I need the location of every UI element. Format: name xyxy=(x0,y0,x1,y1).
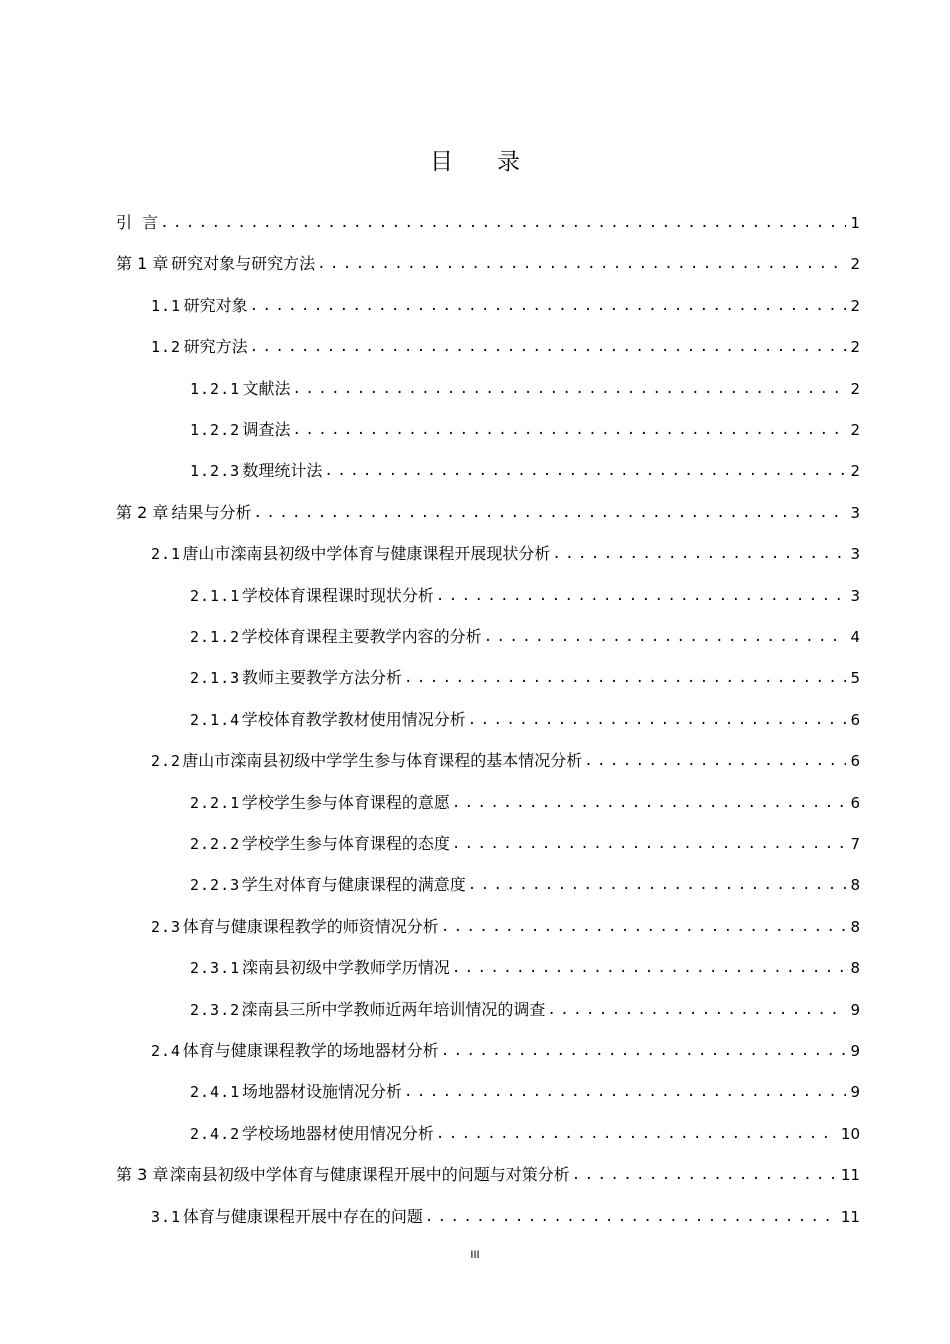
toc-entry-page-number: 6 xyxy=(850,710,860,729)
toc-entry[interactable] xyxy=(190,621,860,647)
dot-leader xyxy=(584,751,846,771)
toc-entry[interactable] xyxy=(151,538,860,564)
toc-entry-number: 2.2.1 xyxy=(190,793,241,812)
page-number-footer: III xyxy=(470,1249,480,1261)
toc-entry-page-number: 3 xyxy=(850,586,860,605)
toc-entry-page-number: 8 xyxy=(850,959,860,978)
toc-entry-number: 2.3 xyxy=(151,917,182,936)
toc-entry-number: 2.3.1 xyxy=(190,959,241,978)
toc-entry-page-number: 7 xyxy=(850,835,860,853)
toc-entry-number: 1.2.1 xyxy=(190,379,241,398)
toc-entry[interactable] xyxy=(190,662,860,688)
toc-entry-number: 2.1.1 xyxy=(190,586,241,605)
dot-leader xyxy=(436,1124,837,1144)
toc-entry[interactable] xyxy=(190,994,860,1020)
toc-entry-title: 场地器材设施情况分析 xyxy=(242,1082,403,1102)
toc-entry-number: 2.1 xyxy=(151,545,182,564)
toc-entry-title: 体育与健康课程教学的师资情况分析 xyxy=(182,916,439,936)
dot-leader xyxy=(250,337,847,357)
toc-entry[interactable] xyxy=(190,1118,860,1144)
dot-leader xyxy=(250,296,847,316)
toc-entry-number: 引 言 xyxy=(116,213,159,232)
dot-leader xyxy=(253,503,846,523)
toc-entry-title: 体育与健康课程教学的场地器材分析 xyxy=(182,1041,439,1060)
toc-entry[interactable] xyxy=(116,497,860,523)
dot-leader xyxy=(324,461,846,481)
toc-entry-title: 学校体育课程课时现状分析 xyxy=(241,585,434,605)
toc-entry-title: 研究对象与研究方法 xyxy=(171,254,316,274)
toc-entry-title: 滦南县初级中学教师学历情况 xyxy=(241,958,450,978)
dot-leader xyxy=(293,420,847,440)
toc-entry[interactable] xyxy=(190,373,860,399)
toc-entry-title: 学校学生参与体育课程的意愿 xyxy=(241,792,450,812)
toc-entry-title: 数理统计法 xyxy=(242,461,323,481)
toc-entry[interactable] xyxy=(190,869,860,895)
toc-entry[interactable] xyxy=(151,745,860,771)
toc-entry-page-number: 2 xyxy=(850,296,860,315)
toc-entry-title: 学校场地器材使用情况分析 xyxy=(241,1123,434,1143)
toc-entry-page-number: 9 xyxy=(850,1083,860,1102)
toc-entry[interactable] xyxy=(151,290,860,316)
toc-entry-number: 第 2 章 xyxy=(116,502,169,522)
toc-entry[interactable] xyxy=(190,455,860,481)
toc-entry-number: 1.2 xyxy=(151,338,182,357)
dot-leader xyxy=(452,834,847,854)
toc-entry[interactable] xyxy=(151,911,860,937)
dot-leader xyxy=(468,710,847,730)
dot-leader xyxy=(441,1041,847,1061)
toc-entry[interactable] xyxy=(116,248,860,274)
toc-entry-page-number: 11 xyxy=(840,1166,860,1185)
toc-entry-page-number: 3 xyxy=(850,545,860,564)
dot-leader xyxy=(404,1082,846,1102)
toc-entry[interactable] xyxy=(190,580,860,606)
toc-entry-number: 3.1 xyxy=(151,1207,182,1226)
dot-leader xyxy=(552,544,846,564)
toc-entry-number: 2.2.3 xyxy=(190,876,241,895)
toc-entry-page-number: 11 xyxy=(840,1207,860,1226)
toc-entry-page-number: 3 xyxy=(850,503,860,522)
toc-entry-page-number: 6 xyxy=(850,752,860,771)
toc-entry-title: 唐山市滦南县初级中学学生参与体育课程的基本情况分析 xyxy=(182,751,583,771)
dot-leader xyxy=(317,254,846,274)
toc-entry-title: 教师主要教学方法分析 xyxy=(242,668,403,688)
toc-entry-title: 唐山市滦南县初级中学体育与健康课程开展现状分析 xyxy=(182,544,551,564)
toc-entry-number: 2.1.4 xyxy=(190,710,241,729)
toc-entry[interactable] xyxy=(190,704,860,730)
toc-entry-title: 学校学生参与体育课程的态度 xyxy=(241,834,450,853)
toc-entry-title: 结果与分析 xyxy=(171,502,252,522)
toc-entry-title: 研究方法 xyxy=(183,337,248,357)
toc-entry-number: 第 3 章 xyxy=(116,1165,169,1185)
toc-entry-page-number: 8 xyxy=(850,876,860,895)
toc-entry-page-number: 2 xyxy=(850,379,860,398)
toc-entry-title: 学校体育教学教材使用情况分析 xyxy=(241,709,466,729)
dot-leader xyxy=(547,1000,846,1020)
toc-entry-number: 1.1 xyxy=(151,296,182,315)
toc-entry-page-number: 10 xyxy=(840,1124,860,1143)
toc-entry-page-number: 4 xyxy=(850,628,860,646)
toc-entry-page-number: 9 xyxy=(850,1000,860,1019)
dot-leader xyxy=(452,793,847,813)
dot-leader xyxy=(468,875,847,895)
dot-leader xyxy=(160,213,846,233)
toc-entry-title: 研究对象 xyxy=(183,295,248,315)
toc-entry[interactable] xyxy=(190,952,860,978)
toc-entry-number: 2.2.2 xyxy=(190,835,241,853)
toc-entry-title: 滦南县初级中学体育与健康课程开展中的问题与对策分析 xyxy=(169,1165,570,1185)
toc-entry[interactable] xyxy=(116,207,860,233)
toc-entry[interactable] xyxy=(190,1076,860,1102)
dot-leader xyxy=(572,1165,837,1185)
toc-entry-title: 学生对体育与健康课程的满意度 xyxy=(241,875,466,895)
toc-entry-page-number: 8 xyxy=(850,917,860,936)
toc-entry-title: 文献法 xyxy=(242,378,291,398)
toc-entry-page-number: 2 xyxy=(850,338,860,357)
toc-entry-number: 1.2.2 xyxy=(190,421,241,439)
toc-entry[interactable] xyxy=(190,787,860,813)
toc-entry-number: 2.2 xyxy=(151,752,182,771)
toc-entry[interactable] xyxy=(151,1035,860,1061)
dot-leader xyxy=(425,1207,837,1227)
toc-entry-title: 学校体育课程主要教学内容的分析 xyxy=(241,627,482,646)
page-title: 目录 xyxy=(430,149,564,175)
toc-entry[interactable] xyxy=(151,331,860,357)
toc-entry-page-number: 2 xyxy=(850,255,860,274)
toc-entry[interactable] xyxy=(151,1201,860,1227)
toc-entry-page-number: 6 xyxy=(850,793,860,812)
toc-entry-page-number: 2 xyxy=(850,421,860,439)
toc-entry[interactable] xyxy=(116,1159,860,1185)
toc-entry[interactable] xyxy=(190,414,860,440)
toc-entry-number: 2.3.2 xyxy=(190,1000,241,1019)
dot-leader xyxy=(293,379,847,399)
dot-leader xyxy=(441,917,847,937)
toc-entry-title: 体育与健康课程开展中存在的问题 xyxy=(182,1206,423,1226)
toc-entry-number: 2.1.3 xyxy=(190,669,241,688)
toc-entry-title: 调查法 xyxy=(242,420,291,439)
toc-entry-number: 2.4.2 xyxy=(190,1124,241,1143)
toc-entry-number: 2.4.1 xyxy=(190,1083,241,1102)
toc-entry-page-number: 9 xyxy=(850,1042,860,1060)
toc-entry-number: 第 1 章 xyxy=(116,254,169,274)
dot-leader xyxy=(484,627,847,647)
toc-entry-page-number: 1 xyxy=(850,214,860,232)
toc-entry-number: 1.2.3 xyxy=(190,462,241,481)
toc-entry-page-number: 2 xyxy=(850,462,860,481)
toc-entry-title: 滦南县三所中学教师近两年培训情况的调查 xyxy=(241,999,546,1019)
toc-entry-number: 2.1.2 xyxy=(190,628,241,646)
toc-entry-page-number: 5 xyxy=(850,669,860,688)
dot-leader xyxy=(436,586,847,606)
toc-entry-number: 2.4 xyxy=(151,1042,182,1060)
dot-leader xyxy=(404,668,846,688)
dot-leader xyxy=(452,958,847,978)
toc-entry[interactable] xyxy=(190,828,860,854)
